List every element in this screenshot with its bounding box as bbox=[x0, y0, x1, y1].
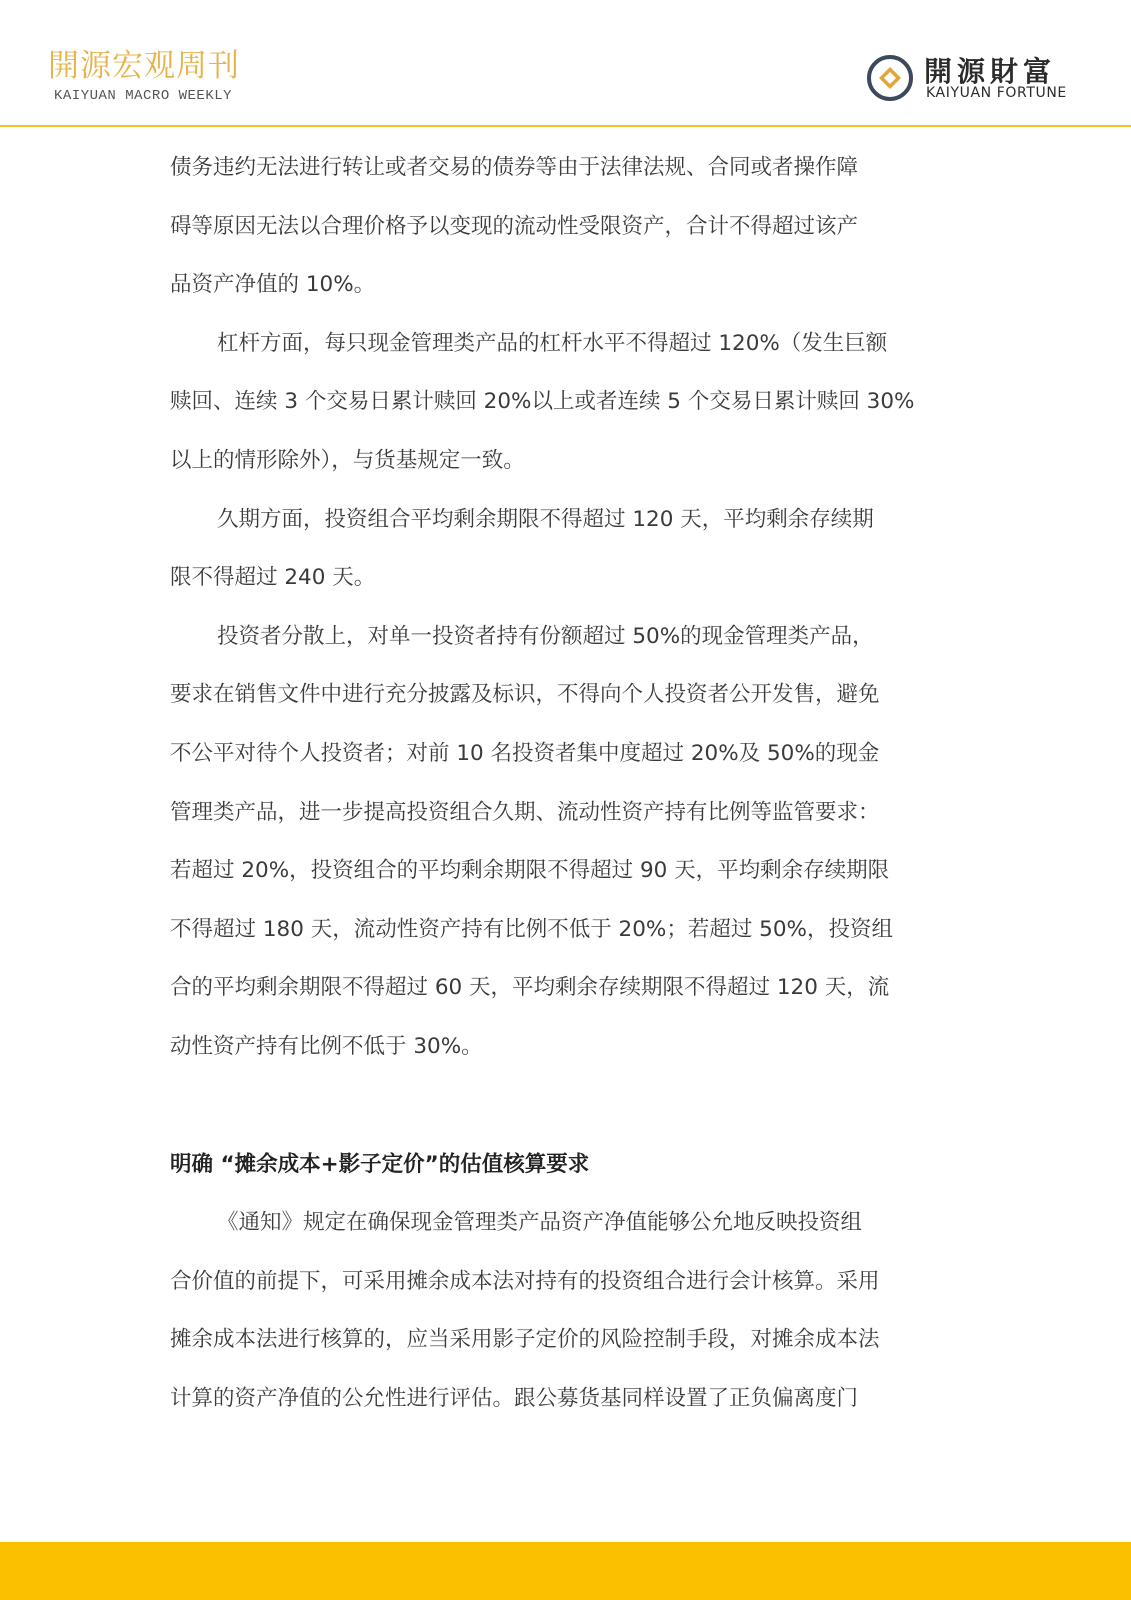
text-line: 债务违约无法进行转让或者交易的债券等由于法律法规、合同或者操作障 bbox=[170, 155, 859, 180]
text-line: 《通知》规定在确保现金管理类产品资产净值能够公允地反映投资组 bbox=[217, 1210, 863, 1236]
text-line: 动性资产持有比例不低于 30%。 bbox=[170, 1033, 483, 1059]
paragraph-duration bbox=[170, 491, 970, 608]
footer-bar bbox=[0, 1542, 1131, 1600]
paragraph-investor-dispersion bbox=[170, 608, 970, 1077]
article-body bbox=[170, 139, 970, 1428]
paragraph-leverage bbox=[170, 315, 970, 491]
text-line: 赎回、连续 3 个交易日累计赎回 20%以上或者连续 5 个交易日累计赎回 30% bbox=[170, 389, 915, 415]
paragraph-valuation bbox=[170, 1194, 970, 1428]
text-line: 投资者分散上，对单一投资者持有份额超过 50%的现金管理类产品， bbox=[217, 623, 874, 649]
text-line: 管理类产品，进一步提高投资组合久期、流动性资产持有比例等监管要求： bbox=[170, 799, 880, 825]
text-line: 合的平均剩余期限不得超过 60 天，平均剩余存续期限不得超过 120 天，流 bbox=[170, 975, 890, 1001]
brand-name-en: KAIYUAN FORTUNE bbox=[926, 85, 1067, 101]
text-line: 要求在销售文件中进行充分披露及标识，不得向个人投资者公开发售，避免 bbox=[170, 682, 880, 708]
text-line: 品资产净值的 10%。 bbox=[170, 272, 376, 298]
text-line: 碍等原因无法以合理价格予以变现的流动性受限资产，合计不得超过该产 bbox=[170, 213, 859, 239]
header-divider bbox=[0, 125, 1131, 127]
section-heading: 明确 “摊余成本+影子定价”的估值核算要求 bbox=[170, 1151, 590, 1177]
text-line: 以上的情形除外），与货基规定一致。 bbox=[170, 447, 525, 473]
text-line: 不得超过 180 天，流动性资产持有比例不低于 20%；若超过 50%，投资组 bbox=[170, 916, 893, 942]
text-line: 计算的资产净值的公允性进行评估。跟公募货基同样设置了正负偏离度门 bbox=[170, 1385, 859, 1411]
section-gap bbox=[170, 1077, 970, 1136]
paragraph-liquidity-limit bbox=[170, 139, 970, 315]
publication-title: 開源宏观周刊 bbox=[48, 48, 240, 84]
text-line: 久期方面，投资组合平均剩余期限不得超过 120 天，平均剩余存续期 bbox=[217, 506, 874, 532]
text-line: 限不得超过 240 天。 bbox=[170, 565, 376, 591]
brand-name-cn: 開源財富 bbox=[924, 55, 1057, 88]
text-line: 不公平对待个人投资者；对前 10 名投资者集中度超过 20%及 50%的现金 bbox=[170, 740, 880, 766]
kaiyuan-logo-icon bbox=[866, 54, 914, 102]
text-line: 合价值的前提下，可采用摊余成本法对持有的投资组合进行会计核算。采用 bbox=[170, 1268, 880, 1294]
text-line: 杠杆方面，每只现金管理类产品的杠杆水平不得超过 120%（发生巨额 bbox=[217, 330, 888, 356]
text-line: 若超过 20%，投资组合的平均剩余期限不得超过 90 天，平均剩余存续期限 bbox=[170, 858, 890, 884]
publication-subtitle: KAIYUAN MACRO WEEKLY bbox=[54, 88, 233, 104]
text-line: 摊余成本法进行核算的，应当采用影子定价的风险控制手段，对摊余成本法 bbox=[170, 1327, 880, 1353]
